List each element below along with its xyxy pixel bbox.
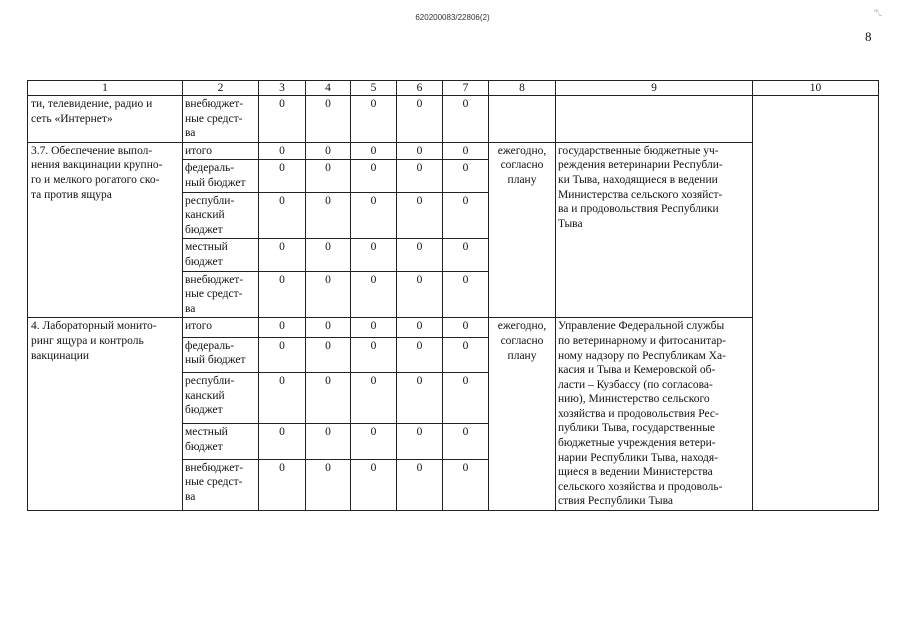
amount-cell: 0 [397,96,443,143]
column-number: 8 [489,81,556,96]
funding-source: внебюджет- ные средст- ва [183,459,259,510]
amount-cell: 0 [397,192,443,239]
amount-cell: 0 [397,142,443,160]
funding-source: республи- канский бюджет [183,192,259,239]
amount-cell: 0 [397,160,443,192]
expected-results [753,96,879,511]
amount-cell: 0 [351,192,397,239]
amount-cell: 0 [259,96,306,143]
responsible-executors: государственные бюджетные уч- реждения ветеринарии Республи- ки Тыва, находящиеся в ведении Министерства сельского хозяйст- ва и продовольствия Республики Тыва [556,142,753,318]
amount-cell: 0 [443,192,489,239]
amount-cell: 0 [259,239,306,271]
column-number: 7 [443,81,489,96]
column-number: 2 [183,81,259,96]
amount-cell: 0 [397,372,443,423]
amount-cell: 0 [306,96,351,143]
amount-cell: 0 [259,192,306,239]
execution-period [489,96,556,143]
funding-source: внебюджет- ные средст- ва [183,96,259,143]
amount-cell: 0 [443,142,489,160]
amount-cell: 0 [443,239,489,271]
amount-cell: 0 [259,271,306,318]
amount-cell: 0 [443,337,489,372]
table-row [28,318,879,337]
amount-cell: 0 [397,271,443,318]
column-number: 3 [259,81,306,96]
funding-source: местный бюджет [183,424,259,459]
amount-cell: 0 [443,271,489,318]
funding-source: внебюджет- ные средст- ва [183,271,259,318]
amount-cell: 0 [259,337,306,372]
amount-cell: 0 [351,372,397,423]
amount-cell: 0 [351,96,397,143]
amount-cell: 0 [306,337,351,372]
amount-cell: 0 [306,142,351,160]
column-number: 6 [397,81,443,96]
amount-cell: 0 [306,192,351,239]
corner-mark: ʺ\. [874,8,883,18]
amount-cell: 0 [259,372,306,423]
amount-cell: 0 [443,459,489,510]
amount-cell: 0 [443,96,489,143]
amount-cell: 0 [259,424,306,459]
amount-cell: 0 [397,459,443,510]
amount-cell: 0 [259,142,306,160]
page-number: 8 [865,29,872,44]
column-number: 4 [306,81,351,96]
responsible-executors: Управление Федеральной службы по ветеринарному и фитосанитар- ному надзору по Республикам Ха- касия и Тыва и Кемеровской об- ласти – Кузбассу (по согласова- нию), Министерство сельского хозяйства и продовольствия Рес- публики Тыва, государственные бюджетные учреждения ветери- нарии Республики Тыва, находя- щиеся в ведении Министерства сельского хозяйства и продоволь- ствия Республики Тыва [556,318,753,511]
amount-cell: 0 [259,160,306,192]
amount-cell: 0 [443,318,489,337]
amount-cell: 0 [397,424,443,459]
amount-cell: 0 [351,271,397,318]
amount-cell: 0 [351,142,397,160]
amount-cell: 0 [306,271,351,318]
amount-cell: 0 [306,372,351,423]
financing-table [27,80,879,511]
funding-source: федераль- ный бюджет [183,337,259,372]
amount-cell: 0 [443,160,489,192]
amount-cell: 0 [306,160,351,192]
amount-cell: 0 [351,424,397,459]
amount-cell: 0 [397,239,443,271]
execution-period: ежегодно, согласно плану [489,318,556,511]
table-row [28,142,879,160]
amount-cell: 0 [259,459,306,510]
amount-cell: 0 [443,372,489,423]
amount-cell: 0 [306,318,351,337]
funding-source: федераль- ный бюджет [183,160,259,192]
funding-source: местный бюджет [183,239,259,271]
amount-cell: 0 [351,337,397,372]
funding-source: республи- канский бюджет [183,372,259,423]
measure-description: ти, телевидение, радио и сеть «Интернет» [28,96,183,143]
amount-cell: 0 [443,424,489,459]
execution-period: ежегодно, согласно плану [489,142,556,318]
amount-cell: 0 [306,239,351,271]
amount-cell: 0 [351,459,397,510]
amount-cell: 0 [351,239,397,271]
responsible-executors [556,96,753,143]
column-number: 5 [351,81,397,96]
document-id: 620200083/22806(2) [415,13,490,22]
amount-cell: 0 [351,318,397,337]
funding-source: итого [183,318,259,337]
amount-cell: 0 [351,160,397,192]
header-row [28,81,879,96]
measure-description: 3.7. Обеспечение выпол- нения вакцинации крупно- го и мелкого рогатого ско- та против ящура [28,142,183,318]
column-number: 1 [28,81,183,96]
amount-cell: 0 [397,337,443,372]
amount-cell: 0 [306,459,351,510]
column-number: 9 [556,81,753,96]
column-number: 10 [753,81,879,96]
table-row [28,96,879,143]
amount-cell: 0 [259,318,306,337]
amount-cell: 0 [397,318,443,337]
funding-source: итого [183,142,259,160]
amount-cell: 0 [306,424,351,459]
measure-description: 4. Лабораторный монито- ринг ящура и контроль вакцинации [28,318,183,511]
